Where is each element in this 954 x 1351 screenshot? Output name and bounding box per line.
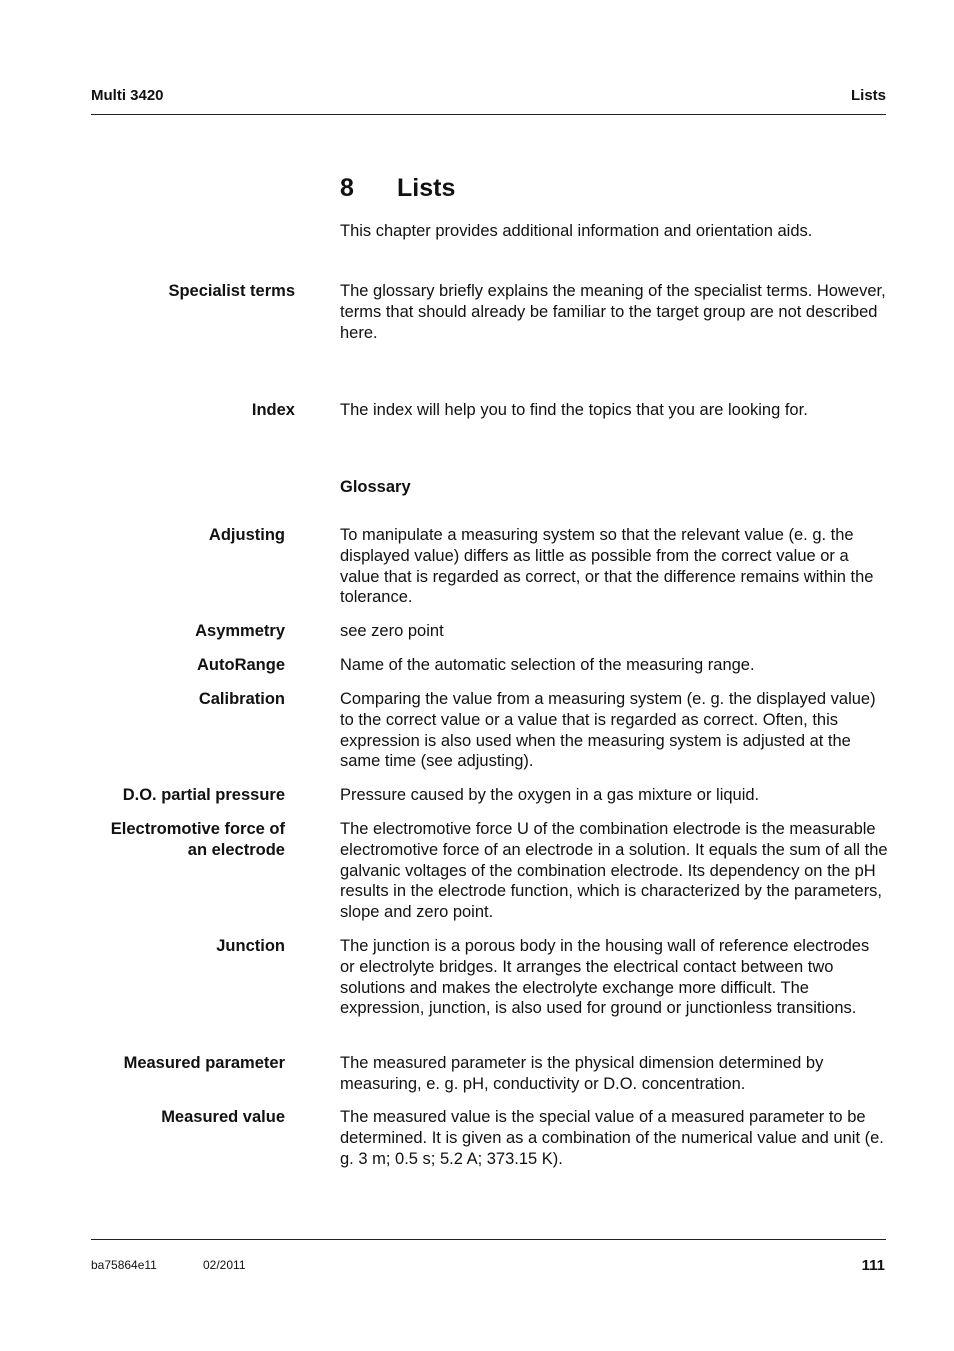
glossary-term-line: Electromotive force of xyxy=(110,820,285,838)
footer-doc-id: ba75864e11 xyxy=(91,1258,157,1272)
glossary-definition: Pressure caused by the oxygen in a gas mixture or liquid. xyxy=(340,786,760,804)
glossary-term-line: an electrode xyxy=(187,840,285,859)
glossary-definition: Comparing the value from a measuring system (e. g. the displayed value) to the correct value or a value that is regarded as correct. Often, this expression is also used when the measuring system is adjusted at the same time (see adjusting). xyxy=(340,690,876,771)
glossary-definition: The electromotive force U of the combination electrode is the measurable electromotive force of an electrode in a solution. It equals the sum of all the galvanic voltages of the combination electrode. Its dependency on the pH results in the electrode function, which is characterized by the parameters, slope and zero point. xyxy=(340,820,888,922)
overview-label-index: Index xyxy=(251,401,295,419)
glossary-term: Measured value xyxy=(161,1108,285,1126)
header-section: Lists xyxy=(850,87,886,104)
glossary-definition: Name of the automatic selection of the measuring range. xyxy=(340,656,755,674)
overview-text-specialist-terms: The glossary briefly explains the meaning of the specialist terms. However, terms that should already be familiar to the target group are not described here. xyxy=(340,282,886,342)
chapter-heading xyxy=(340,174,455,203)
header-rule xyxy=(91,114,886,115)
glossary-term: Calibration xyxy=(198,690,285,708)
glossary-term: Junction xyxy=(216,937,285,955)
glossary-term: Measured parameter xyxy=(123,1054,285,1072)
glossary-term: AutoRange xyxy=(197,656,285,674)
header-product: Multi 3420 xyxy=(91,87,164,104)
overview-label-specialist-terms: Specialist terms xyxy=(168,282,295,300)
intro-text: This chapter provides additional information and orientation aids. xyxy=(340,222,813,240)
glossary-term: Asymmetry xyxy=(195,622,285,640)
glossary-term: Adjusting xyxy=(208,526,285,544)
glossary-heading: Glossary xyxy=(340,478,411,496)
overview-text-index: The index will help you to find the topics that you are looking for. xyxy=(340,401,808,419)
glossary-definition: see zero point xyxy=(340,622,444,640)
footer-rule xyxy=(91,1239,886,1240)
glossary-definition: The junction is a porous body in the housing wall of reference electrodes or electrolyte bridges. It arranges the electrical contact between two solutions and makes the electrolyte exchange more difficult. The expression, junction, is also used for ground or junctionless transitions. xyxy=(340,937,870,1018)
page-number: 111 xyxy=(861,1257,885,1274)
glossary-definition: The measured value is the special value of a measured parameter to be determined. It is given as a combination of the numerical value and unit (e. g. 3 m; 0.5 s; 5.2 A; 373.15 K). xyxy=(340,1108,884,1168)
chapter-number: 8 xyxy=(340,174,354,202)
glossary-term: D.O. partial pressure xyxy=(122,786,285,804)
glossary-definition: The measured parameter is the physical dimension determined by measuring, e. g. pH, conductivity or D.O. concentration. xyxy=(340,1054,824,1093)
footer-date: 02/2011 xyxy=(203,1258,246,1272)
glossary-definition: To manipulate a measuring system so that the relevant value (e. g. the displayed value) differs as little as possible from the correct value or a value that is regarded as correct, or that the difference remains within the tolerance. xyxy=(340,526,874,607)
chapter-title: Lists xyxy=(397,174,456,202)
glossary-term xyxy=(80,819,285,861)
